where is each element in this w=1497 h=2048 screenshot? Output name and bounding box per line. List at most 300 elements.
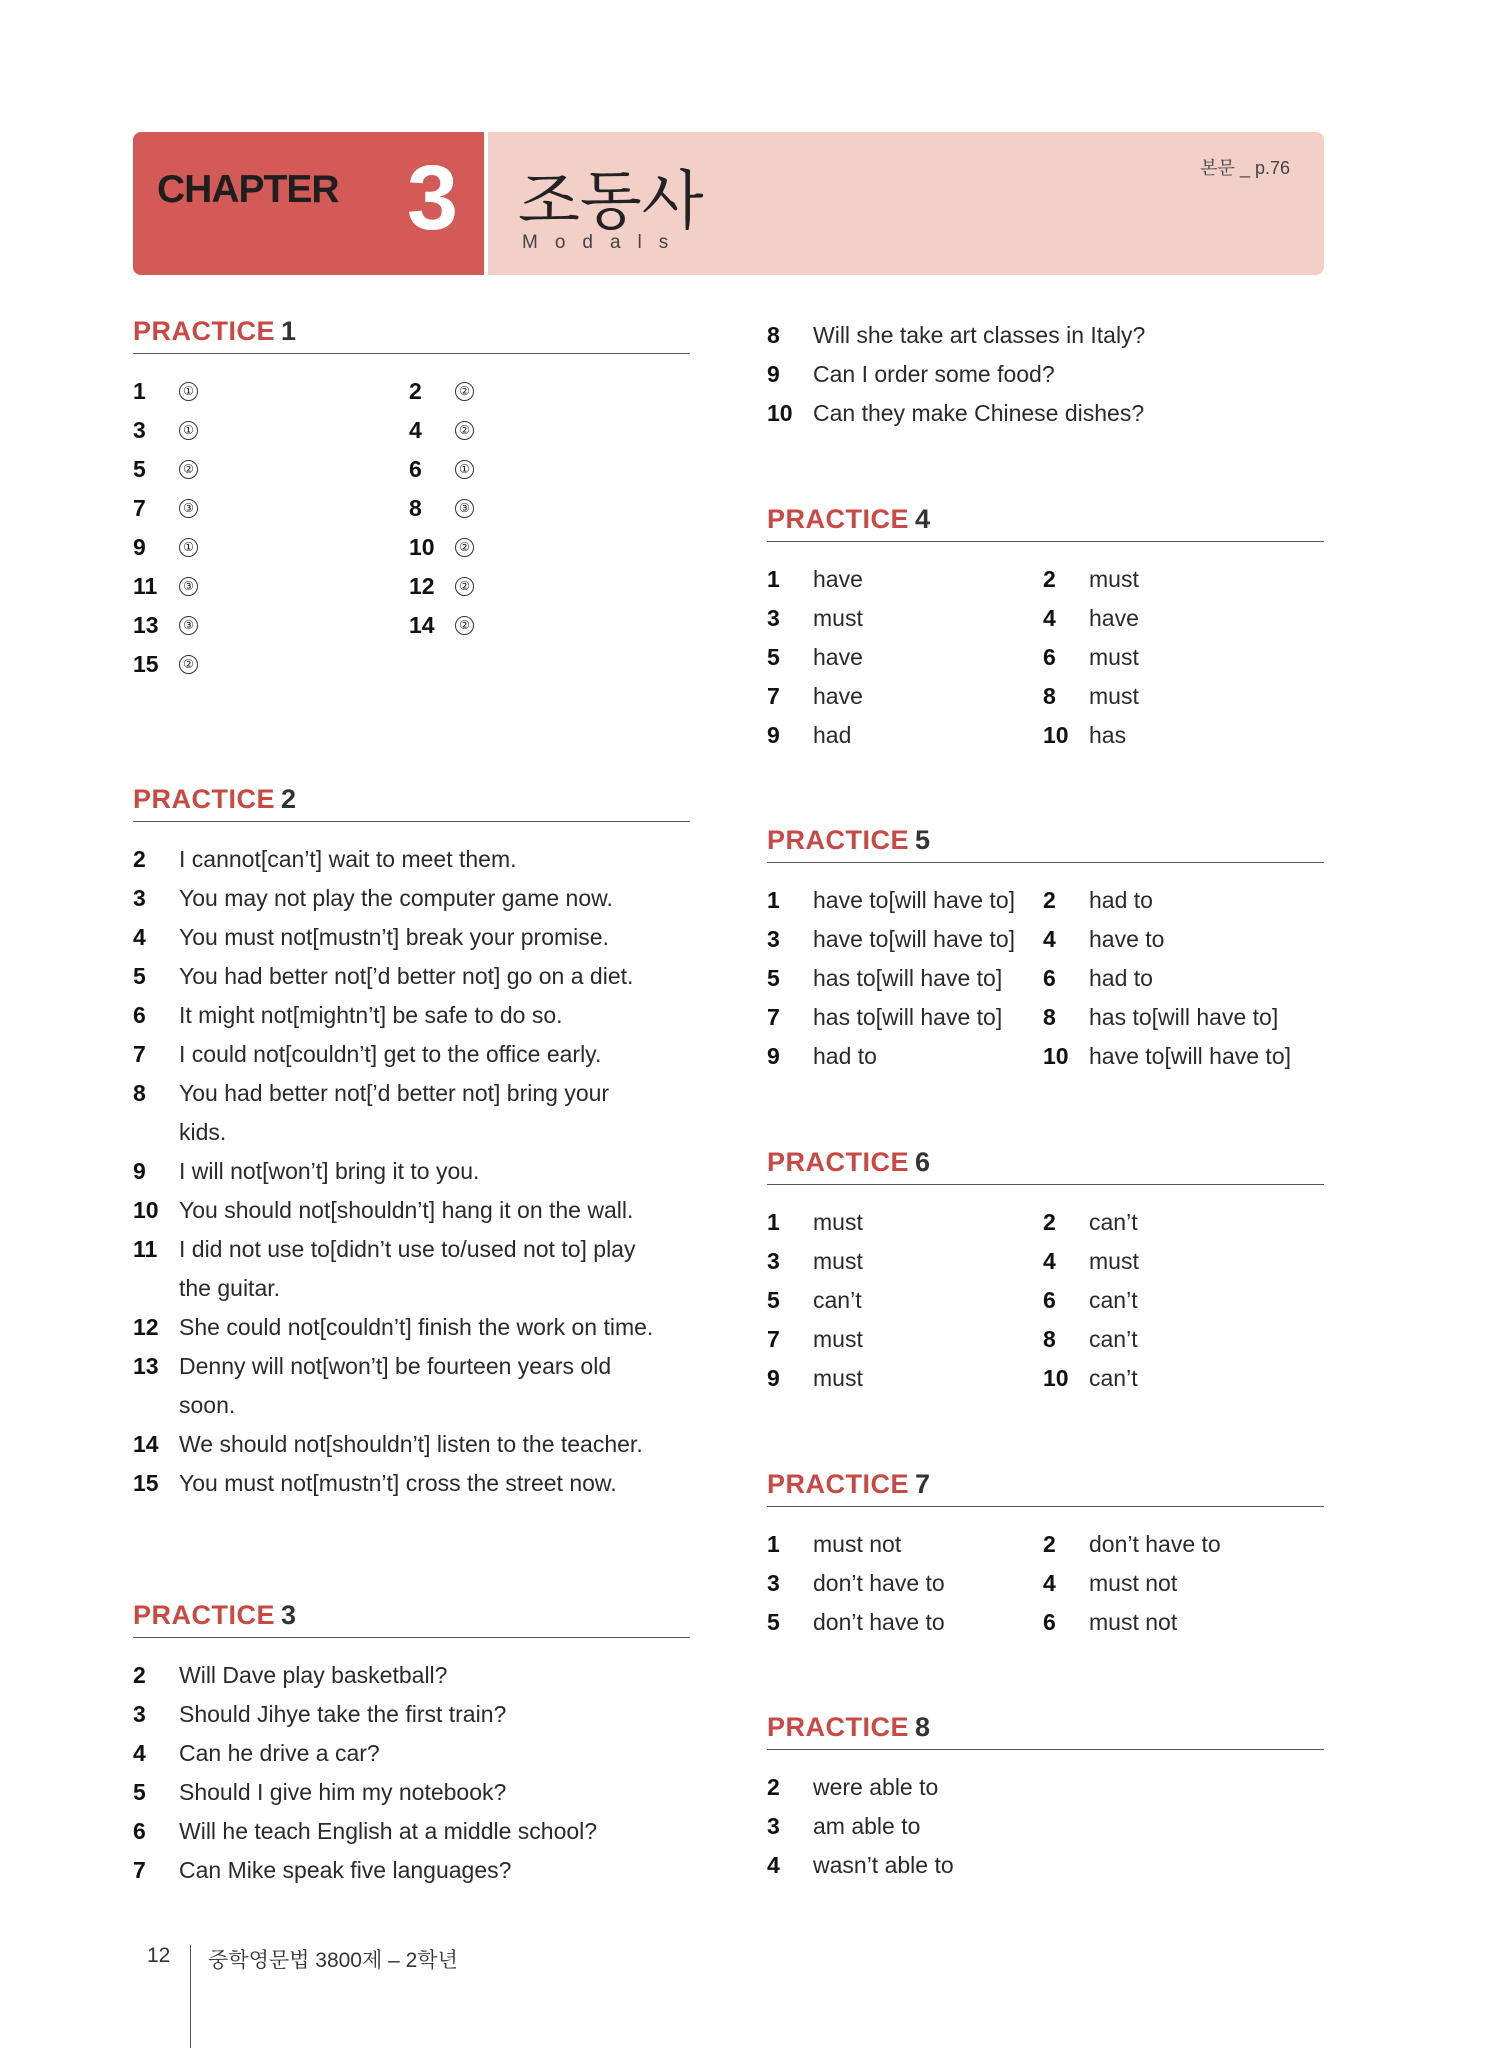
answer-item xyxy=(133,1308,690,1347)
answer-line: I could not[couldn’t] get to the office early. xyxy=(179,1041,602,1067)
answer-text: had to xyxy=(1089,965,1153,991)
item-number: 8 xyxy=(1043,1004,1056,1030)
answer-item xyxy=(133,372,409,411)
answer-line: Denny will not[won’t] be fourteen years old xyxy=(179,1353,612,1379)
answer-item xyxy=(1043,1242,1319,1281)
answer-item xyxy=(767,998,1043,1037)
item-number: 7 xyxy=(133,1857,146,1883)
answer-item xyxy=(133,1773,690,1812)
answer-item xyxy=(767,1320,1043,1359)
item-number: 7 xyxy=(767,1326,780,1352)
circled-answer: ① xyxy=(179,421,198,440)
answer-item xyxy=(133,840,690,879)
practice-2-heading xyxy=(133,784,690,822)
answer-text xyxy=(179,1191,633,1230)
practice-7-answers xyxy=(767,1525,1324,1642)
answer-text xyxy=(179,840,517,879)
answer-item xyxy=(1043,1320,1319,1359)
practice-4-heading xyxy=(767,504,1324,542)
circled-answer: ③ xyxy=(179,616,198,635)
answer-item xyxy=(133,1035,690,1074)
item-number: 7 xyxy=(133,1041,146,1067)
answer-text xyxy=(179,879,613,918)
item-number: 5 xyxy=(767,1609,780,1635)
item-number: 1 xyxy=(767,1531,780,1557)
item-number: 3 xyxy=(767,1813,780,1839)
answer-item xyxy=(1043,716,1319,755)
answer-item xyxy=(1043,1359,1319,1398)
item-number: 6 xyxy=(1043,1609,1056,1635)
circled-answer: ③ xyxy=(179,499,198,518)
answer-item xyxy=(767,881,1043,920)
item-number: 4 xyxy=(1043,926,1056,952)
practice-number: 2 xyxy=(281,784,297,814)
practice-number: 4 xyxy=(915,504,931,534)
item-number: 7 xyxy=(133,495,146,521)
item-number: 14 xyxy=(409,612,435,638)
answer-text xyxy=(179,1074,609,1152)
answer-text: must xyxy=(1089,566,1139,592)
item-number: 12 xyxy=(133,1314,159,1340)
answer-line: She could not[couldn’t] finish the work on time. xyxy=(179,1314,654,1340)
answer-item xyxy=(133,918,690,957)
item-number: 2 xyxy=(409,378,422,404)
item-number: 8 xyxy=(1043,1326,1056,1352)
answer-text xyxy=(179,1230,635,1308)
answer-line: We should not[shouldn’t] listen to the teacher. xyxy=(179,1431,643,1457)
answer-text: must xyxy=(1089,1248,1139,1274)
answer-item xyxy=(767,355,1324,394)
answer-text: have to xyxy=(1089,926,1165,952)
item-number: 4 xyxy=(1043,1248,1056,1274)
answer-item xyxy=(133,1152,690,1191)
answer-item xyxy=(1043,1203,1319,1242)
item-number: 5 xyxy=(767,644,780,670)
answer-item xyxy=(767,1846,1324,1885)
answer-text: were able to xyxy=(813,1774,939,1800)
item-number: 3 xyxy=(133,1701,146,1727)
chapter-number: 3 xyxy=(406,147,458,249)
item-number: 10 xyxy=(767,400,793,426)
item-number: 4 xyxy=(133,924,146,950)
practice-word: PRACTICE xyxy=(133,1600,276,1630)
practice-word: PRACTICE xyxy=(767,1147,910,1177)
practice-3-answers xyxy=(133,1656,690,1890)
answer-item xyxy=(133,606,409,645)
answer-item xyxy=(409,372,685,411)
item-number: 3 xyxy=(767,926,780,952)
item-number: 5 xyxy=(133,963,146,989)
chapter-title-korean: 조동사 xyxy=(518,165,704,237)
item-number: 4 xyxy=(409,417,422,443)
answer-item xyxy=(767,1564,1043,1603)
practice-3-continued xyxy=(767,316,1324,433)
answer-line: kids. xyxy=(179,1119,227,1145)
circled-answer: ② xyxy=(455,421,474,440)
practice-1-heading xyxy=(133,316,690,354)
item-number: 2 xyxy=(133,846,146,872)
item-number: 10 xyxy=(133,1197,159,1223)
item-number: 14 xyxy=(133,1431,159,1457)
item-number: 3 xyxy=(133,885,146,911)
practice-1-answers xyxy=(133,372,690,684)
answer-item xyxy=(133,1191,690,1230)
circled-answer: ② xyxy=(179,460,198,479)
chapter-title-banner xyxy=(488,132,1324,275)
item-number: 4 xyxy=(1043,605,1056,631)
answer-line: You had better not[’d better not] bring your xyxy=(179,1080,610,1106)
answer-text: have xyxy=(1089,605,1139,631)
practice-5-section xyxy=(767,825,1324,1076)
answer-text: can’t xyxy=(813,1287,862,1313)
answer-item xyxy=(133,1695,690,1734)
answer-item xyxy=(1043,677,1319,716)
answer-item xyxy=(133,645,409,684)
answer-text: Can Mike speak five languages? xyxy=(179,1857,512,1883)
answer-text xyxy=(179,957,633,996)
answer-item xyxy=(133,1734,690,1773)
item-number: 12 xyxy=(409,573,435,599)
answer-text: have to[will have to] xyxy=(813,926,1016,952)
answer-text: Can they make Chinese dishes? xyxy=(813,400,1145,426)
answer-item xyxy=(1043,959,1319,998)
item-number: 6 xyxy=(133,1002,146,1028)
answer-text: can’t xyxy=(1089,1365,1138,1391)
answer-item xyxy=(133,1656,690,1695)
circled-answer: ① xyxy=(179,382,198,401)
answer-text xyxy=(179,1425,643,1464)
item-number: 5 xyxy=(767,965,780,991)
circled-answer: ③ xyxy=(179,577,198,596)
item-number: 9 xyxy=(767,722,780,748)
item-number: 5 xyxy=(133,456,146,482)
practice-number: 6 xyxy=(915,1147,931,1177)
practice-number: 8 xyxy=(915,1712,931,1742)
item-number: 9 xyxy=(767,361,780,387)
answer-item xyxy=(767,560,1043,599)
item-number: 1 xyxy=(767,566,780,592)
answer-line: I did not use to[didn’t use to/used not to] play xyxy=(179,1236,636,1262)
answer-item xyxy=(409,606,685,645)
item-number: 6 xyxy=(1043,1287,1056,1313)
answer-item xyxy=(767,959,1043,998)
item-number: 1 xyxy=(767,1209,780,1235)
circled-answer: ① xyxy=(455,460,474,479)
item-number: 8 xyxy=(767,322,780,348)
answer-line: You must not[mustn’t] break your promise. xyxy=(179,924,609,950)
item-number: 1 xyxy=(767,887,780,913)
answer-text: Can I order some food? xyxy=(813,361,1055,387)
answer-text: Will he teach English at a middle school? xyxy=(179,1818,598,1844)
answer-item xyxy=(133,567,409,606)
answer-item xyxy=(409,489,685,528)
answer-text: must xyxy=(1089,644,1139,670)
item-number: 3 xyxy=(767,1248,780,1274)
practice-word: PRACTICE xyxy=(133,784,276,814)
answer-item xyxy=(133,879,690,918)
practice-3-section xyxy=(133,1600,690,1890)
practice-8-section xyxy=(767,1712,1324,1885)
item-number: 11 xyxy=(133,1236,158,1262)
item-number: 2 xyxy=(1043,887,1056,913)
practice-7-section xyxy=(767,1469,1324,1642)
answer-item xyxy=(1043,881,1319,920)
circled-answer: ② xyxy=(455,538,474,557)
item-number: 6 xyxy=(1043,965,1056,991)
answer-item xyxy=(1043,638,1319,677)
answer-text: wasn’t able to xyxy=(813,1852,954,1878)
item-number: 4 xyxy=(133,1740,146,1766)
item-number: 2 xyxy=(1043,566,1056,592)
answer-text: don’t have to xyxy=(813,1570,945,1596)
answer-text: can’t xyxy=(1089,1287,1138,1313)
item-number: 8 xyxy=(1043,683,1056,709)
practice-number: 3 xyxy=(281,1600,297,1630)
answer-line: the guitar. xyxy=(179,1275,281,1301)
answer-text: has xyxy=(1089,722,1127,748)
item-number: 10 xyxy=(1043,1043,1069,1069)
answer-item xyxy=(133,1812,690,1851)
answer-text xyxy=(179,1035,601,1074)
answer-item xyxy=(767,920,1043,959)
practice-word: PRACTICE xyxy=(767,1712,910,1742)
chapter-title-english: Modals xyxy=(522,232,686,253)
answer-text: had to xyxy=(813,1043,877,1069)
item-number: 4 xyxy=(1043,1570,1056,1596)
answer-text: Will Dave play basketball? xyxy=(179,1662,448,1688)
answer-item xyxy=(767,1525,1043,1564)
practice-5-heading xyxy=(767,825,1324,863)
practice-word: PRACTICE xyxy=(767,504,910,534)
answer-text: must xyxy=(813,1326,863,1352)
answer-item xyxy=(767,316,1324,355)
item-number: 15 xyxy=(133,651,159,677)
answer-item xyxy=(767,677,1043,716)
practice-3-heading xyxy=(133,1600,690,1638)
page-reference: 본문 _ p.76 xyxy=(1200,158,1290,178)
answer-text xyxy=(179,1464,617,1503)
answer-text: am able to xyxy=(813,1813,921,1839)
answer-text xyxy=(179,996,563,1035)
circled-answer: ③ xyxy=(455,499,474,518)
answer-item xyxy=(767,1603,1043,1642)
item-number: 9 xyxy=(767,1043,780,1069)
answer-line: It might not[mightn’t] be safe to do so. xyxy=(179,1002,563,1028)
answer-item xyxy=(133,450,409,489)
practice-word: PRACTICE xyxy=(767,825,910,855)
answer-item xyxy=(409,567,685,606)
practice-6-heading xyxy=(767,1147,1324,1185)
answer-item xyxy=(767,1037,1043,1076)
answer-text xyxy=(179,1152,479,1191)
item-number: 8 xyxy=(133,1080,146,1106)
practice-word: PRACTICE xyxy=(133,316,276,346)
answer-item xyxy=(1043,1603,1319,1642)
practice-7-heading xyxy=(767,1469,1324,1507)
answer-item xyxy=(767,638,1043,677)
item-number: 10 xyxy=(409,534,435,560)
answer-text xyxy=(179,918,609,957)
answer-text: have xyxy=(813,566,863,592)
answer-item xyxy=(133,1851,690,1890)
practice-6-answers xyxy=(767,1203,1324,1398)
practice-number: 7 xyxy=(915,1469,931,1499)
answer-item xyxy=(409,450,685,489)
answer-line: I cannot[can’t] wait to meet them. xyxy=(179,846,517,872)
answer-text: have xyxy=(813,683,863,709)
item-number: 3 xyxy=(767,605,780,631)
practice-8-answers xyxy=(767,1768,1324,1885)
answer-text: Will she take art classes in Italy? xyxy=(813,322,1146,348)
item-number: 2 xyxy=(1043,1531,1056,1557)
item-number: 9 xyxy=(767,1365,780,1391)
answer-text: Should Jihye take the first train? xyxy=(179,1701,507,1727)
item-number: 6 xyxy=(1043,644,1056,670)
answer-item xyxy=(767,1359,1043,1398)
answer-text: has to[will have to] xyxy=(1089,1004,1279,1030)
circled-answer: ② xyxy=(179,655,198,674)
practice-word: PRACTICE xyxy=(767,1469,910,1499)
answer-item xyxy=(1043,1281,1319,1320)
answer-text: has to[will have to] xyxy=(813,1004,1003,1030)
answer-item xyxy=(767,1281,1043,1320)
answer-text: don’t have to xyxy=(813,1609,945,1635)
chapter-label: CHAPTER xyxy=(157,168,339,211)
answer-item xyxy=(767,1807,1324,1846)
item-number: 2 xyxy=(1043,1209,1056,1235)
answer-text: Should I give him my notebook? xyxy=(179,1779,507,1805)
answer-item xyxy=(767,394,1324,433)
answer-text: Can he drive a car? xyxy=(179,1740,380,1766)
answer-text: must not xyxy=(1089,1609,1178,1635)
answer-item xyxy=(767,1203,1043,1242)
answer-text: had to xyxy=(1089,887,1153,913)
answer-item xyxy=(133,1425,690,1464)
item-number: 5 xyxy=(767,1287,780,1313)
answer-item xyxy=(133,996,690,1035)
answer-item xyxy=(133,1464,690,1503)
item-number: 6 xyxy=(409,456,422,482)
item-number: 7 xyxy=(767,683,780,709)
practice-number: 5 xyxy=(915,825,931,855)
practice-8-heading xyxy=(767,1712,1324,1750)
item-number: 8 xyxy=(409,495,422,521)
practice-6-section xyxy=(767,1147,1324,1398)
item-number: 15 xyxy=(133,1470,159,1496)
answer-item xyxy=(767,1768,1324,1807)
answer-line: You had better not[’d better not] go on a diet. xyxy=(179,963,634,989)
item-number: 9 xyxy=(133,534,146,560)
practice-number: 1 xyxy=(281,316,297,346)
answer-line: You may not play the computer game now. xyxy=(179,885,613,911)
answer-item xyxy=(1043,1564,1319,1603)
circled-answer: ② xyxy=(455,616,474,635)
answer-text: have to[will have to] xyxy=(813,887,1016,913)
item-number: 13 xyxy=(133,612,159,638)
answer-text: can’t xyxy=(1089,1326,1138,1352)
answer-item xyxy=(1043,1037,1319,1076)
answer-text: must xyxy=(813,605,863,631)
item-number: 1 xyxy=(133,378,146,404)
practice-4-section xyxy=(767,504,1324,755)
answer-line: You should not[shouldn’t] hang it on the wall. xyxy=(179,1197,634,1223)
answer-item xyxy=(133,528,409,567)
item-number: 13 xyxy=(133,1353,159,1379)
page-number: 12 xyxy=(147,1944,171,1967)
circled-answer: ① xyxy=(179,538,198,557)
answer-text xyxy=(179,1308,653,1347)
answer-item xyxy=(767,716,1043,755)
practice-5-answers xyxy=(767,881,1324,1076)
item-number: 7 xyxy=(767,1004,780,1030)
item-number: 9 xyxy=(133,1158,146,1184)
book-title: 중학영문법 3800제 – 2학년 xyxy=(208,1949,458,1972)
answer-text: can’t xyxy=(1089,1209,1138,1235)
answer-item xyxy=(133,1230,690,1308)
practice-1-section xyxy=(133,316,690,684)
answer-item xyxy=(1043,998,1319,1037)
answer-text: must not xyxy=(813,1531,902,1557)
item-number: 2 xyxy=(767,1774,780,1800)
answer-line: I will not[won’t] bring it to you. xyxy=(179,1158,480,1184)
answer-item xyxy=(767,599,1043,638)
answer-item xyxy=(133,411,409,450)
answer-text xyxy=(179,1347,611,1425)
answer-item xyxy=(409,411,685,450)
item-number: 10 xyxy=(1043,1365,1069,1391)
answer-item xyxy=(133,1074,690,1152)
practice-2-section xyxy=(133,784,690,1503)
answer-line: You must not[mustn’t] cross the street now. xyxy=(179,1470,617,1496)
circled-answer: ② xyxy=(455,577,474,596)
answer-text: has to[will have to] xyxy=(813,965,1003,991)
answer-text: must xyxy=(1089,683,1139,709)
answer-text: must xyxy=(813,1248,863,1274)
answer-text: don’t have to xyxy=(1089,1531,1221,1557)
item-number: 5 xyxy=(133,1779,146,1805)
answer-item xyxy=(133,957,690,996)
practice-2-answers xyxy=(133,840,690,1503)
circled-answer: ② xyxy=(455,382,474,401)
item-number: 6 xyxy=(133,1818,146,1844)
answer-item xyxy=(133,1347,690,1425)
answer-item xyxy=(1043,1525,1319,1564)
answer-text: must xyxy=(813,1209,863,1235)
answer-item xyxy=(767,1242,1043,1281)
answer-text: must xyxy=(813,1365,863,1391)
answer-item xyxy=(1043,599,1319,638)
practice-4-answers xyxy=(767,560,1324,755)
item-number: 10 xyxy=(1043,722,1069,748)
answer-item xyxy=(1043,560,1319,599)
item-number: 2 xyxy=(133,1662,146,1688)
answer-text: have to[will have to] xyxy=(1089,1043,1292,1069)
answer-item xyxy=(133,489,409,528)
answer-line: soon. xyxy=(179,1392,236,1418)
answer-text: have xyxy=(813,644,863,670)
item-number: 3 xyxy=(767,1570,780,1596)
answer-text: had xyxy=(813,722,852,748)
footer-divider xyxy=(190,1945,191,2048)
chapter-banner xyxy=(133,132,484,275)
item-number: 11 xyxy=(133,573,158,599)
item-number: 3 xyxy=(133,417,146,443)
answer-item xyxy=(1043,920,1319,959)
answer-item xyxy=(409,528,685,567)
answer-text: must not xyxy=(1089,1570,1178,1596)
practice-3-answers-continued xyxy=(767,316,1324,433)
item-number: 4 xyxy=(767,1852,780,1878)
